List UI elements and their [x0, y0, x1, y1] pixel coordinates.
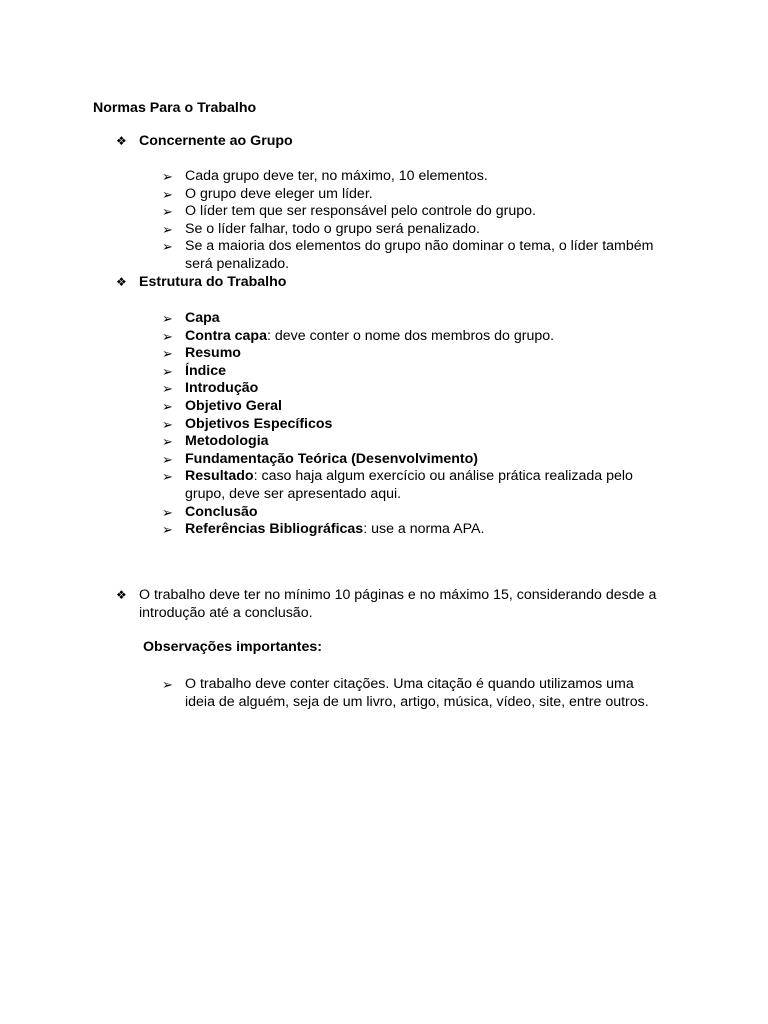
diamond-bullet-icon: ❖ [116, 134, 127, 148]
list-item-text: O trabalho deve conter citações. Uma citação é quando utilizamos uma ideia de alguém, seja de um livro, artigo, música, vídeo, site, entre outros. [185, 676, 649, 710]
list-item [162, 363, 667, 381]
list-item [162, 186, 667, 204]
list-item [162, 398, 667, 416]
arrow-bullet-icon: ➢ [162, 469, 173, 485]
page-rule-block [116, 587, 676, 622]
section-heading: Concernente ao Grupo [139, 133, 293, 149]
list-item-text: : caso haja algum exercício ou análise prática realizada pelo grupo, deve ser apresentado aqui. [185, 468, 633, 502]
list-item-bold: Índice [185, 362, 226, 379]
list-item-bold: Objetivo Geral [185, 397, 282, 414]
list-item-bold: Introdução [185, 380, 259, 397]
list-item [162, 468, 667, 503]
section-heading: Estrutura do Trabalho [139, 274, 287, 290]
list-item-bold: Conclusão [185, 503, 258, 520]
arrow-bullet-icon: ➢ [162, 311, 173, 326]
arrow-bullet-icon: ➢ [162, 221, 173, 237]
list-item [162, 416, 667, 434]
arrow-bullet-icon: ➢ [162, 186, 173, 202]
list-item-text: O grupo deve eleger um líder. [185, 185, 373, 202]
list-item-bold: Resultado [185, 468, 254, 485]
list-item-bold: Referências Bibliográficas [185, 521, 364, 538]
list-item [162, 433, 667, 451]
list-item-bold: Fundamentação Teórica (Desenvolvimento) [185, 450, 479, 467]
document-title: Normas Para o Trabalho [93, 100, 257, 116]
list-item-bold: Objetivos Específicos [185, 415, 333, 432]
list-item [162, 168, 667, 186]
arrow-bullet-icon: ➢ [162, 363, 173, 379]
list-item-text: Se o líder falhar, todo o grupo será penalizado. [185, 220, 480, 237]
list-item-text: : use a norma APA. [363, 521, 485, 538]
arrow-bullet-icon: ➢ [162, 346, 173, 362]
arrow-bullet-icon: ➢ [162, 522, 173, 538]
list-item-bold: Resumo [185, 345, 241, 362]
list-item [162, 328, 667, 346]
list-item-bold: Capa [185, 310, 220, 326]
list-item [162, 676, 667, 711]
diamond-bullet-icon: ❖ [116, 275, 127, 289]
list-item [162, 238, 667, 273]
arrow-bullet-icon: ➢ [162, 416, 173, 432]
arrow-bullet-icon: ➢ [162, 169, 173, 184]
arrow-bullet-icon: ➢ [162, 504, 173, 520]
list-item-bold: Contra capa [185, 327, 267, 344]
structure-list [162, 310, 667, 539]
list-item-text: : deve conter o nome dos membros do grupo. [267, 327, 555, 344]
arrow-bullet-icon: ➢ [162, 328, 173, 344]
arrow-bullet-icon: ➢ [162, 239, 173, 255]
list-item-bold: Metodologia [185, 433, 269, 450]
list-item [162, 521, 667, 539]
list-item [162, 504, 667, 522]
arrow-bullet-icon: ➢ [162, 451, 173, 467]
page-rule-text: O trabalho deve ter no mínimo 10 páginas e no máximo 15, considerando desde a introdução até a conclusão. [139, 587, 657, 621]
list-item [162, 203, 667, 221]
arrow-bullet-icon: ➢ [162, 204, 173, 220]
arrow-bullet-icon: ➢ [162, 381, 173, 397]
list-item-text: Se a maioria dos elementos do grupo não dominar o tema, o líder também será penalizado. [185, 238, 654, 272]
list-item [162, 310, 667, 328]
section-heading-structure [116, 274, 676, 292]
group-rules-list [162, 168, 667, 274]
arrow-bullet-icon: ➢ [162, 434, 173, 450]
list-item [162, 345, 667, 363]
observations-list [162, 676, 667, 711]
list-item [162, 221, 667, 239]
list-item [162, 451, 667, 469]
diamond-bullet-icon: ❖ [116, 588, 127, 602]
arrow-bullet-icon: ➢ [162, 398, 173, 414]
list-item [162, 380, 667, 398]
section-heading-group [116, 133, 676, 151]
observations-heading: Observações importantes: [143, 639, 322, 655]
list-item-text: O líder tem que ser responsável pelo controle do grupo. [185, 203, 536, 220]
arrow-bullet-icon: ➢ [162, 677, 173, 692]
list-item-text: Cada grupo deve ter, no máximo, 10 elementos. [185, 168, 488, 184]
